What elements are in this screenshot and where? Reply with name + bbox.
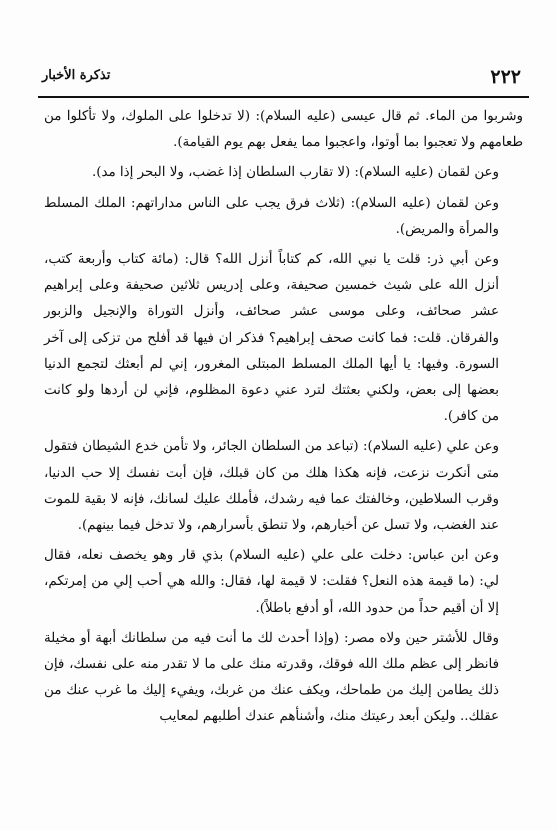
paragraph: وعن علي (عليه السلام): (تباعد من السلطان الجائر، ولا تأمن خدع الشيطان فتقول متى أنكرت نزعت، فإنه هكذا هلك من كان قبلك، فإن أبت نفسك إلا حب الدنيا، وقرب السلاطين، وخالفتك عما فيه رشدك، فأملك عليك لسانك، فإنه لا بقية للموت عند الغضب، ولا تسل عن أخبارهم، ولا تنطق بأسرارهم، ولا تدخل فيما بينهم).: [44, 439, 499, 534]
paragraph: وشربوا من الماء. ثم قال عيسى (عليه السلام): (لا تدخلوا على الملوك، ولا تأكلوا من طعامهم ولا تعجبوا بما أوتوا، واعجبوا مما يفعل بهم يوم القيامة).: [44, 109, 523, 151]
paragraph: وقال للأشتر حين ولاه مصر: (وإذا أحدث لك ما أنت فيه من سلطانك أبهة أو مخيلة فانظر إلى عظم ملك الله فوقك، وقدرته منك على ما لا تقدر منه على نفسك، فإن ذلك يطامن إليك من طماحك، ويكف عنك من غربك، ويفيء إليك ما غرب عنك من عقلك.. وليكن أبعد رعيتك منك، وأشنأهم عندك أطلبهم لمعايب: [44, 630, 499, 725]
page-header: [38, 62, 529, 98]
paragraph: وعن لقمان (عليه السلام): (ثلاث فرق يجب على الناس مداراتهم: الملك المسلط والمرأة والمريض).: [44, 195, 499, 237]
paragraph: وعن أبي ذر: قلت يا نبي الله، كم كتاباً أنزل الله؟ قال: (مائة كتاب وأربعة كتب، أنزل الله على شيث خمسين صحيفة، وعلى إدريس ثلاثين صحيفة وعلى إبراهيم عشر صحائف، وعلى موسى عشر صحائف، وأنزل التوراة والإنجيل والزبور والفرقان. قلت: فما كانت صحف إبراهيم؟ فذكر ان فيها قد أفلح من تزكى إلى آخر السورة. وفيها: يا أيها الملك المسلط المبتلى المغرور، إني لم أبعثك لتجمع الدنيا بعضها إلى بعض، ولكني بعثتك لترد عني دعوة المظلوم، فإني لن أردها ولو كانت من كافر).: [44, 252, 499, 425]
paragraph: وعن ابن عباس: دخلت على علي (عليه السلام) بذي قار وهو يخصف نعله، فقال لي: (ما قيمة هذه النعل؟ فقلت: لا قيمة لها، فقال: والله هي أحب إلي من إمرتكم، إلا أن أقيم حداً من حدود الله، أو أدفع باطلاً).: [44, 548, 499, 616]
header-rule: [38, 96, 529, 98]
book-title: تذكرة الأخبار: [42, 68, 111, 83]
page-number: ٢٢٢: [490, 66, 521, 88]
page-body: [44, 104, 523, 735]
paragraph: وعن لقمان (عليه السلام): (لا تقارب السلطان إذا غضب، ولا البحر إذا مد).: [91, 165, 499, 181]
